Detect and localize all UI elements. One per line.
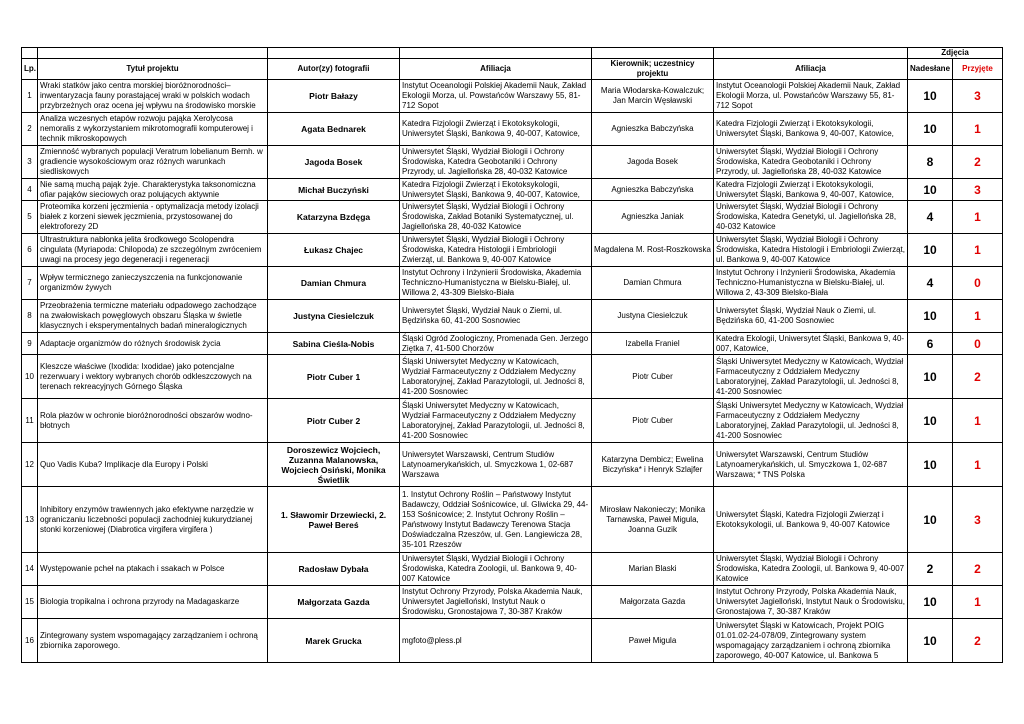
table-row	[22, 553, 1003, 586]
table-row	[22, 487, 1003, 553]
photos-accepted: 0	[953, 267, 1003, 300]
project-lead: Agnieszka Janiak	[592, 201, 714, 234]
lead-affiliation: Uniwersytet Śląski, Wydział Nauk o Ziemi, ul. Będzińska 60, 41-200 Sosnowiec	[714, 300, 908, 333]
author-affiliation: Uniwersytet Śląski, Wydział Nauk o Ziemi, ul. Będzińska 60, 41-200 Sosnowiec	[400, 300, 592, 333]
author-affiliation: Śląski Uniwersytet Medyczny w Katowicach, Wydział Farmaceutyczny z Oddziałem Medyczny Laboratoryjnej, Zakład Parazytologii, ul. Jedności 8, 41-200 Sosnowiec	[400, 399, 592, 443]
photos-accepted: 3	[953, 487, 1003, 553]
table-row	[22, 443, 1003, 487]
author-affiliation: Śląski Uniwersytet Medyczny w Katowicach, Wydział Farmaceutyczny z Oddziałem Medyczny Laboratoryjnej, Zakład Parazytologii, ul. Jedności 8, 41-200 Sosnowiec	[400, 355, 592, 399]
table-row	[22, 179, 1003, 201]
project-lead: Agnieszka Babczyńska	[592, 179, 714, 201]
photos-accepted: 0	[953, 333, 1003, 355]
author-affiliation: Katedra Fizjologii Zwierząt i Ekotoksykologii, Uniwersytet Śląski, Bankowa 9, 40-007, Katowice,	[400, 179, 592, 201]
author-affiliation: mgfoto@pless.pl	[400, 619, 592, 663]
photo-author: Doroszewicz Wojciech, Zuzanna Malanowska, Wojciech Osiński, Monika Świetlik	[268, 443, 400, 487]
photos-sent: 10	[908, 113, 953, 146]
project-lead: Piotr Cuber	[592, 399, 714, 443]
row-number: 12	[22, 443, 38, 487]
row-number: 4	[22, 179, 38, 201]
photos-sent: 6	[908, 333, 953, 355]
project-title: Nie samą muchą pająk żyje. Charakterystyka taksonomiczna ofiar pająków sieciowych oraz polujących aktywnie	[38, 179, 268, 201]
project-title: Wpływ termicznego zanieczyszczenia na funkcjonowanie organizmów żywych	[38, 267, 268, 300]
column-header-row	[22, 59, 1003, 80]
project-lead: Jagoda Bosek	[592, 146, 714, 179]
project-title: Quo Vadis Kuba? Implikacje dla Europy i Polski	[38, 443, 268, 487]
row-number: 3	[22, 146, 38, 179]
lead-affiliation: Instytut Ochrony Przyrody, Polska Akademia Nauk, Uniwersytet Jagielloński, Instytut Nauk o Środowisku, Gronostajowa 7, 30-387 Kraków	[714, 586, 908, 619]
photos-sent: 8	[908, 146, 953, 179]
row-number: 2	[22, 113, 38, 146]
lead-affiliation: Uniwersytet Śląski, Wydział Biologii i Ochrony Środowiska, Katedra Genetyki, ul. Jagiellońska 28, 40-032 Katowice	[714, 201, 908, 234]
lead-affiliation: Śląski Uniwersytet Medyczny w Katowicach, Wydział Farmaceutyczny z Oddziałem Medyczny Laboratoryjnej, Zakład Parazytologii, ul. Jedności 8, 41-200 Sosnowiec	[714, 355, 908, 399]
photos-sent: 10	[908, 487, 953, 553]
photos-accepted: 1	[953, 201, 1003, 234]
table-row	[22, 619, 1003, 663]
photos-accepted: 1	[953, 234, 1003, 267]
table-row	[22, 113, 1003, 146]
project-lead: Marian Blaski	[592, 553, 714, 586]
project-lead: Magdalena M. Rost-Roszkowska	[592, 234, 714, 267]
project-title: Proteomika korzeni jęczmienia - optymalizacja metody izolacji białek z korzeni siewek jęczmienia, przystosowanej do elektroforezy 2D	[38, 201, 268, 234]
project-title: Kleszcze właściwe (Ixodida: Ixodidae) jako potencjalne rezerwuary i wektory wybranych chorób odkleszczowych na terenach rekreacyjnych Górnego Śląska	[38, 355, 268, 399]
row-number: 7	[22, 267, 38, 300]
row-number: 10	[22, 355, 38, 399]
project-lead: Justyna Ciesielczuk	[592, 300, 714, 333]
author-affiliation: Uniwersytet Śląski, Wydział Biologii i Ochrony Środowiska, Katedra Geobotaniki i Ochrony Przyrody, ul. Jagiellońska 28, 40-032 Katowice	[400, 146, 592, 179]
photo-author: Damian Chmura	[268, 267, 400, 300]
col-title-header: Tytuł projektu	[38, 59, 268, 80]
row-number: 16	[22, 619, 38, 663]
photo-author: Sabina Cieśla-Nobis	[268, 333, 400, 355]
project-lead: Katarzyna Dembicz; Ewelina Biczyńska* i Henryk Szlajfer	[592, 443, 714, 487]
photos-sent: 10	[908, 355, 953, 399]
author-affiliation: 1. Instytut Ochrony Roślin – Państwowy Instytut Badawczy, Oddział Sośnicowice, ul. Gliwicka 29, 44-153 Sośnicowice; 2. Instytut Ochrony Roślin – Państwowy Instytut Badawczy Terenowa Stacja Doświadczalna Rzeszów, ul. Gen. Langiewicza 28, 35-101 Rzeszów	[400, 487, 592, 553]
project-title: Analiza wczesnych etapów rozwoju pająka Xerolycosa nemoralis z wykorzystaniem mikrotomografii komputerowej i technik mikroskopowych	[38, 113, 268, 146]
row-number: 11	[22, 399, 38, 443]
col-affiliation-header: Afiliacja	[400, 59, 592, 80]
photo-author: Radosław Dybała	[268, 553, 400, 586]
photos-accepted: 2	[953, 146, 1003, 179]
lead-affiliation: Uniwersytet Śląski, Wydział Biologii i Ochrony Środowiska, Katedra Histologii i Embriologii Zwierząt, ul. Bankowa 9, 40-007 Katowice	[714, 234, 908, 267]
author-affiliation: Instytut Ochrony i Inżynierii Środowiska, Akademia Techniczno-Humanistyczna w Bielsku-Białej, ul. Willowa 2, 43-309 Bielsko-Biała	[400, 267, 592, 300]
lead-affiliation: Uniwersytet Śląski, Wydział Biologii i Ochrony Środowiska, Katedra Zoologii, ul. Bankowa 9, 40-007 Katowice	[714, 553, 908, 586]
row-number: 1	[22, 80, 38, 113]
table-row	[22, 234, 1003, 267]
photos-accepted: 2	[953, 355, 1003, 399]
project-lead: Mirosław Nakonieczy; Monika Tarnawska, Paweł Migula, Joanna Guzik	[592, 487, 714, 553]
photos-sent: 4	[908, 201, 953, 234]
lead-affiliation: Instytut Ochrony i Inżynierii Środowiska, Akademia Techniczno-Humanistyczna w Bielsku-Białej, ul. Willowa 2, 43-309 Bielsko-Biała	[714, 267, 908, 300]
project-title: Przeobrażenia termiczne materiału odpadowego zachodzące na zwałowiskach powęglowych obszaru Śląska w świetle klasycznych i eksperymentalnych badań mineralogicznych	[38, 300, 268, 333]
row-number: 9	[22, 333, 38, 355]
project-lead: Izabella Franiel	[592, 333, 714, 355]
row-number: 6	[22, 234, 38, 267]
lead-affiliation: Śląski Uniwersytet Medyczny w Katowicach, Wydział Farmaceutyczny z Oddziałem Medyczny Laboratoryjnej, Zakład Parazytologii, ul. Jedności 8, 41-200 Sosnowiec	[714, 399, 908, 443]
photos-sent: 10	[908, 443, 953, 487]
col-author-header: Autor(zy) fotografii	[268, 59, 400, 80]
author-affiliation: Uniwersytet Warszawski, Centrum Studiów Latynoamerykańskich, ul. Smyczkowa 1, 02-687 Warszawa	[400, 443, 592, 487]
author-affiliation: Instytut Oceanologii Polskiej Akademii Nauk, Zakład Ekologii Morza, ul. Powstańców Warszawy 55, 81-712 Sopot	[400, 80, 592, 113]
col-lead-header: Kierownik; uczestnicy projektu	[592, 59, 714, 80]
lead-affiliation: Uniwersytet Śląski, Katedra Fizjologii Zwierząt i Ekotoksykologii, ul. Bankowa 9, 40-007 Katowice	[714, 487, 908, 553]
col-accepted-header: Przyjęte	[953, 59, 1003, 80]
photo-author: Piotr Cuber 1	[268, 355, 400, 399]
project-lead: Damian Chmura	[592, 267, 714, 300]
lead-affiliation: Uniwersytet Śląski, Wydział Biologii i Ochrony Środowiska, Katedra Geobotaniki i Ochrony Przyrody, ul. Jagiellońska 28, 40-032 Katowice	[714, 146, 908, 179]
project-title: Rola płazów w ochronie bioróżnorodności obszarów wodno-błotnych	[38, 399, 268, 443]
project-title: Biologia tropikalna i ochrona przyrody na Madagaskarze	[38, 586, 268, 619]
projects-table	[21, 47, 1003, 663]
photos-sent: 10	[908, 179, 953, 201]
photos-accepted: 2	[953, 619, 1003, 663]
lead-affiliation: Uniwersytet Warszawski, Centrum Studiów Latynoamerykańskich, ul. Smyczkowa 1, 02-687 Warszawa; * TNS Polska	[714, 443, 908, 487]
photos-sent: 10	[908, 399, 953, 443]
photo-author: Jagoda Bosek	[268, 146, 400, 179]
table-row	[22, 146, 1003, 179]
table-row	[22, 586, 1003, 619]
col-lp-header: Lp.	[22, 59, 38, 80]
table-row	[22, 201, 1003, 234]
project-title: Ultrastruktura nabłonka jelita środkowego Scolopendra cingulata (Myriapoda: Chilopoda) ze szczególnym zwróceniem uwagi na procesy jego degeneracji i regeneracji	[38, 234, 268, 267]
photo-author: Michał Buczyński	[268, 179, 400, 201]
table-row	[22, 300, 1003, 333]
table-body	[22, 80, 1003, 663]
group-header-row	[22, 48, 1003, 59]
project-lead: Małgorzata Gazda	[592, 586, 714, 619]
photos-sent: 10	[908, 234, 953, 267]
row-number: 8	[22, 300, 38, 333]
photo-author: Agata Bednarek	[268, 113, 400, 146]
photo-author: Łukasz Chajec	[268, 234, 400, 267]
lead-affiliation: Uniwersytet Śląski w Katowicach, Projekt POIG 01.01.02-24-078/09, Zintegrowany system wspomagający zarządzaniem i ochroną zbiornika zaporowego, 40-007 Katowice, ul. Bankowa 5	[714, 619, 908, 663]
lead-affiliation: Katedra Fizjologii Zwierząt i Ekotoksykologii, Uniwersytet Śląski, Bankowa 9, 40-007, Katowice,	[714, 113, 908, 146]
photos-accepted: 3	[953, 80, 1003, 113]
project-title: Występowanie pcheł na ptakach i ssakach w Polsce	[38, 553, 268, 586]
table-row	[22, 333, 1003, 355]
table-row	[22, 80, 1003, 113]
table-row	[22, 267, 1003, 300]
col-sent-header: Nadesłane	[908, 59, 953, 80]
photos-sent: 10	[908, 586, 953, 619]
photo-author: Katarzyna Bzdęga	[268, 201, 400, 234]
author-affiliation: Instytut Ochrony Przyrody, Polska Akademia Nauk, Uniwersytet Jagielloński, Instytut Nauk o Środowisku, Gronostajowa 7, 30-387 Kraków	[400, 586, 592, 619]
photo-author: Justyna Ciesielczuk	[268, 300, 400, 333]
photos-group-header: Zdjęcia	[908, 48, 1003, 59]
photo-author: 1. Sławomir Drzewiecki, 2. Paweł Bereś	[268, 487, 400, 553]
row-number: 5	[22, 201, 38, 234]
spreadsheet	[21, 47, 1003, 663]
row-number: 15	[22, 586, 38, 619]
project-lead: Maria Włodarska-Kowalczuk; Jan Marcin Węsławski	[592, 80, 714, 113]
author-affiliation: Uniwersytet Śląski, Wydział Biologii i Ochrony Środowiska, Katedra Histologii i Embriologii Zwierząt, ul. Bankowa 9, 40-007 Katowice	[400, 234, 592, 267]
author-affiliation: Uniwersytet Śląski, Wydział Biologii i Ochrony Środowiska, Zakład Botaniki Systematycznej, ul. Jagiellońska 28, 40-032 Katowice	[400, 201, 592, 234]
photos-sent: 10	[908, 80, 953, 113]
row-number: 13	[22, 487, 38, 553]
project-lead: Piotr Cuber	[592, 355, 714, 399]
author-affiliation: Śląski Ogród Zoologiczny, Promenada Gen. Jerzego Ziętka 7, 41-500 Chorzów	[400, 333, 592, 355]
table-row	[22, 355, 1003, 399]
photos-sent: 10	[908, 300, 953, 333]
project-lead: Agnieszka Babczyńska	[592, 113, 714, 146]
project-title: Wraki statków jako centra morskiej bioróżnorodności– inwentaryzacja fauny porastającej wraki w polskich wodach przybrzeżnych oraz ocena jej wpływu na środowisko morskie	[38, 80, 268, 113]
photos-accepted: 3	[953, 179, 1003, 201]
lead-affiliation: Katedra Ekologii, Uniwersytet Śląski, Bankowa 9, 40-007, Katowice,	[714, 333, 908, 355]
photo-author: Piotr Cuber 2	[268, 399, 400, 443]
photos-sent: 4	[908, 267, 953, 300]
table-row	[22, 399, 1003, 443]
row-number: 14	[22, 553, 38, 586]
photos-accepted: 1	[953, 113, 1003, 146]
col-affiliation2-header: Afiliacja	[714, 59, 908, 80]
project-lead: Paweł Migula	[592, 619, 714, 663]
photos-sent: 2	[908, 553, 953, 586]
lead-affiliation: Instytut Oceanologii Polskiej Akademii Nauk, Zakład Ekologii Morza, ul. Powstańców Warszawy 55, 81-712 Sopot	[714, 80, 908, 113]
photos-accepted: 1	[953, 399, 1003, 443]
photo-author: Marek Grucka	[268, 619, 400, 663]
project-title: Inhibitory enzymów trawiennych jako efektywne narzędzie w ograniczaniu liczebności populacji zachodniej kukurydzianej stonki korzeniowej (Diabrotica virgifera virgifera )	[38, 487, 268, 553]
project-title: Zintegrowany system wspomagający zarządzaniem i ochroną zbiornika zaporowego.	[38, 619, 268, 663]
project-title: Adaptacje organizmów do różnych środowisk życia	[38, 333, 268, 355]
photos-accepted: 1	[953, 586, 1003, 619]
photos-accepted: 1	[953, 300, 1003, 333]
project-title: Zmienność wybranych populacji Veratrum lobelianum Bernh. w gradiencie wysokościowym oraz różnych warunkach siedliskowych	[38, 146, 268, 179]
photo-author: Piotr Bałazy	[268, 80, 400, 113]
photos-accepted: 1	[953, 443, 1003, 487]
photos-accepted: 2	[953, 553, 1003, 586]
photos-sent: 10	[908, 619, 953, 663]
author-affiliation: Katedra Fizjologii Zwierząt i Ekotoksykologii, Uniwersytet Śląski, Bankowa 9, 40-007, Katowice,	[400, 113, 592, 146]
photo-author: Małgorzata Gazda	[268, 586, 400, 619]
lead-affiliation: Katedra Fizjologii Zwierząt i Ekotoksykologii, Uniwersytet Śląski, Bankowa 9, 40-007, Katowice,	[714, 179, 908, 201]
author-affiliation: Uniwersytet Śląski, Wydział Biologii i Ochrony Środowiska, Katedra Zoologii, ul. Bankowa 9, 40-007 Katowice	[400, 553, 592, 586]
